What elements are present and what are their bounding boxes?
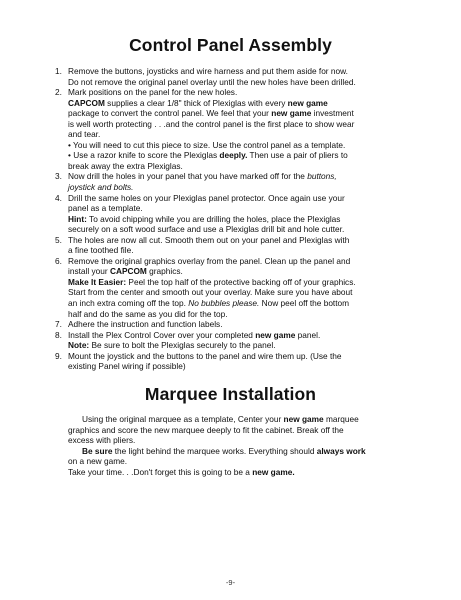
italic-text: No bubbles please. [188, 298, 260, 309]
step-5 [38, 235, 438, 256]
step-line [68, 309, 438, 320]
step-text: Now peel off the bottom [259, 298, 350, 309]
step-1 [38, 66, 438, 87]
marquee-instructions [68, 414, 438, 477]
step-number: 8. [55, 329, 62, 340]
step-text: investment [311, 108, 354, 119]
step-text: an inch extra coming off the top. [68, 298, 189, 309]
emphasis-text: always work [316, 445, 366, 456]
emphasis-text: new game [255, 329, 296, 340]
step-line [68, 224, 438, 235]
step-text: securely on a soft wood surface and use a Plexiglas drill bit and hole cutter. [68, 224, 345, 235]
paragraph-text: Take your time. . .Don't forget this is going to be a [68, 466, 253, 477]
step-line [68, 87, 438, 98]
step-line [68, 340, 438, 351]
step-text: Peel the top half of the protective backing off of your graphics. [126, 276, 356, 287]
step-line [68, 298, 438, 309]
emphasis-text: deeply. [219, 150, 248, 161]
step-text: Drill the same holes on your Plexiglas panel protector. Once again use your [68, 192, 345, 203]
step-text: To avoid chipping while you are drilling the holes, place the Plexiglas [86, 213, 341, 224]
step-text: Mark positions on the panel for the new holes. [68, 87, 238, 98]
step-number: 3. [55, 171, 62, 182]
tip-label: Make It Easier: [68, 276, 127, 287]
brand-name: CAPCOM [68, 97, 105, 108]
step-3 [38, 171, 438, 192]
italic-text: buttons, [307, 171, 337, 182]
step-text: The holes are now all cut. Smooth them out on your panel and Plexiglas with [68, 234, 350, 245]
note-label: Note: [68, 340, 90, 351]
step-line [68, 161, 438, 172]
page-number: -9- [225, 578, 236, 587]
step-9 [38, 351, 438, 372]
step-text: Now drill the holes in your panel that you have marked off for the [68, 171, 308, 182]
step-line [68, 361, 438, 372]
step-number: 1. [55, 66, 62, 76]
step-line [68, 66, 438, 77]
step-7 [38, 319, 438, 330]
paragraph-text: graphics and score the new marquee deeply to fit the cabinet. Break off the [68, 424, 344, 435]
step-text: supplies a clear 1/8" thick of Plexiglas with every [104, 97, 288, 108]
step-line [68, 171, 438, 182]
step-6 [38, 256, 438, 319]
emphasis-text: new game [271, 108, 312, 119]
step-text: Remove the buttons, joysticks and wire harness and put them aside for now. [68, 66, 348, 76]
italic-text: joystick and bolts. [68, 182, 134, 193]
step-text: Adhere the instruction and function labels. [68, 319, 223, 330]
step-text: Install the Plex Control Cover over your completed [68, 329, 256, 340]
step-text: Be sure to bolt the Plexiglas securely to the panel. [89, 340, 276, 351]
step-line [68, 108, 438, 119]
step-text: Mount the joystick and the buttons to the panel and wire them up. (Use the [68, 350, 342, 361]
step-line [68, 277, 438, 288]
step-line [68, 256, 438, 267]
hint-label: Hint: [68, 213, 87, 224]
paragraph-line [68, 456, 438, 467]
marquee-paragraph-3 [68, 467, 438, 478]
emphasis-text: Be sure [82, 445, 113, 456]
step-text: half and do the same as you did for the top. [68, 308, 228, 319]
step-4 [38, 193, 438, 235]
paragraph-text: Using the original marquee as a template, Center your [82, 414, 284, 424]
paragraph-text: on a new game. [68, 456, 128, 467]
paragraph-line [68, 414, 438, 425]
step-text: a fine toothed file. [68, 245, 134, 256]
paragraph-line [68, 425, 438, 436]
step-number: 6. [55, 255, 62, 266]
step-line [68, 119, 438, 130]
step-text: existing Panel wiring if possible) [68, 361, 186, 372]
step-line [68, 330, 438, 341]
step-line [68, 351, 438, 362]
step-line [68, 235, 438, 246]
step-line [68, 287, 438, 298]
emphasis-text: new game [283, 414, 324, 424]
step-number: 7. [55, 319, 62, 330]
step-text: break away the extra Plexiglas. [68, 160, 183, 171]
paragraph-text: the light behind the marquee works. Everything should [112, 445, 317, 456]
step-line [68, 98, 438, 109]
step-line [68, 182, 438, 193]
step-text: and tear. [68, 129, 101, 140]
paragraph-text: marquee [323, 414, 359, 424]
step-number: 5. [55, 234, 62, 245]
step-line [68, 319, 438, 330]
step-text: panel. [295, 329, 321, 340]
paragraph-line [68, 467, 438, 478]
paragraph-text: excess with pliers. [68, 435, 136, 446]
step-line [68, 77, 438, 88]
step-line [68, 214, 438, 225]
marquee-paragraph-2 [68, 446, 438, 467]
step-bullet-line [68, 140, 438, 151]
step-number: 9. [55, 350, 62, 361]
step-text: is well worth protecting . . .and the control panel is the first place to show wear [68, 118, 355, 129]
step-text: install your [68, 266, 110, 277]
emphasis-text: new game [287, 97, 328, 108]
paragraph-line [68, 446, 438, 457]
step-number: 4. [55, 192, 62, 203]
step-8 [38, 330, 438, 351]
step-text: package to convert the control panel. We feel that your [68, 108, 272, 119]
step-text: • Use a razor knife to score the Plexiglas [68, 150, 220, 161]
step-line [68, 129, 438, 140]
step-line [68, 266, 438, 277]
step-line [68, 245, 438, 256]
step-line [68, 193, 438, 204]
control-panel-title: Control Panel Assembly [129, 35, 332, 55]
step-text: Do not remove the original panel overlay until the new holes have been drilled. [68, 76, 356, 87]
paragraph-line [68, 435, 438, 446]
step-bullet-line [68, 150, 438, 161]
step-text: panel as a template. [68, 203, 143, 214]
step-text: Remove the original graphics overlay from the panel. Clean up the panel and [68, 255, 351, 266]
step-number: 2. [55, 87, 62, 98]
brand-name: CAPCOM [109, 266, 147, 277]
step-text: graphics. [146, 266, 183, 277]
marquee-title: Marquee Installation [144, 384, 317, 404]
step-2 [38, 87, 438, 171]
step-text: • You will need to cut this piece to size. Use the control panel as a template. [68, 139, 346, 150]
step-text: Start from the center and smooth out your overlay. Make sure you have about [68, 287, 353, 298]
step-line [68, 203, 438, 214]
step-text: Then use a pair of pliers to [247, 150, 348, 161]
control-panel-steps [38, 66, 438, 372]
emphasis-text: new game. [252, 466, 295, 477]
marquee-paragraph-1 [68, 414, 438, 446]
